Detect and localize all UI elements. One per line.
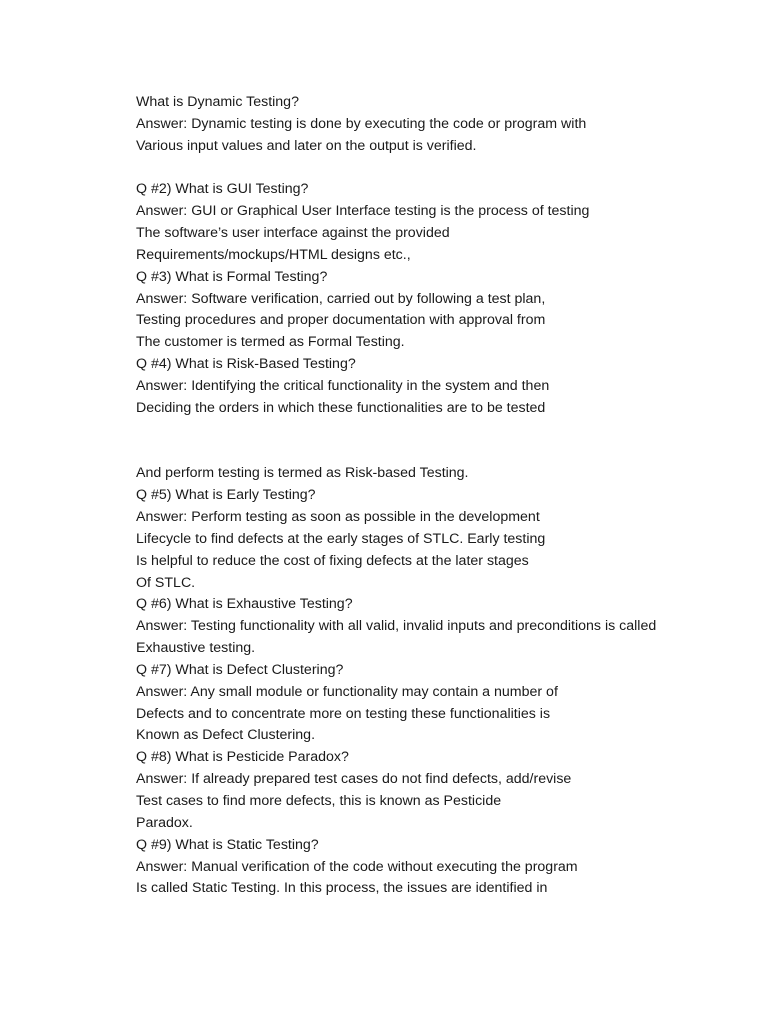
text-line: Of STLC. <box>136 574 196 591</box>
text-line: Paradox. <box>136 814 193 831</box>
text-line: Defects and to concentrate more on testing these functionalities is <box>136 705 551 722</box>
blank-line <box>136 442 736 464</box>
text-line: Is helpful to reduce the cost of fixing defects at the later stages <box>136 552 529 569</box>
text-line: Is called Static Testing. In this process, the issues are identified in <box>136 880 548 897</box>
question-line: Q #7) What is Defect Clustering? <box>136 661 344 678</box>
text-line: Deciding the orders in which these functionalities are to be tested <box>136 399 546 416</box>
question-line: Q #4) What is Risk-Based Testing? <box>136 356 356 373</box>
text-line: Lifecycle to find defects at the early stages of STLC. Early testing <box>136 530 546 547</box>
text-line: Known as Defect Clustering. <box>136 727 316 744</box>
text-line: Exhaustive testing. <box>136 640 256 657</box>
question-line: Q #9) What is Static Testing? <box>136 836 319 853</box>
answer-line: Answer: GUI or Graphical User Interface testing is the process of testing <box>136 203 590 220</box>
text-line: Test cases to find more defects, this is known as Pesticide <box>136 793 502 809</box>
text-line: Various input values and later on the output is verified. <box>136 137 477 154</box>
answer-line: Answer: Testing functionality with all valid, invalid inputs and preconditions is called <box>136 618 657 635</box>
answer-line: Answer: Software verification, carried out by following a test plan, <box>136 290 546 307</box>
answer-line: Answer: Perform testing as soon as possible in the development <box>136 509 540 526</box>
question-line: Q #6) What is Exhaustive Testing? <box>136 596 353 613</box>
answer-line: Answer: If already prepared test cases do not find defects, add/revise <box>136 771 572 788</box>
answer-line: Answer: Dynamic testing is done by executing the code or program with <box>136 115 587 132</box>
text-line: The customer is termed as Formal Testing. <box>136 334 405 351</box>
text-line: Requirements/mockups/HTML designs etc., <box>136 246 411 263</box>
blank-line <box>136 158 736 180</box>
question-line: What is Dynamic Testing? <box>136 94 299 110</box>
text-line: Testing procedures and proper documentation with approval from <box>136 312 546 329</box>
question-line: Q #5) What is Early Testing? <box>136 487 316 504</box>
text-line: The software’s user interface against the provided <box>136 225 450 242</box>
blank-line <box>136 420 736 442</box>
question-line: Q #3) What is Formal Testing? <box>136 268 328 285</box>
question-line: Q #8) What is Pesticide Paradox? <box>136 749 349 766</box>
answer-line: Answer: Manual verification of the code without executing the program <box>136 858 578 875</box>
document-body <box>136 92 736 900</box>
text-line: And perform testing is termed as Risk-based Testing. <box>136 465 469 482</box>
answer-line: Answer: Identifying the critical functionality in the system and then <box>136 377 550 394</box>
answer-line: Answer: Any small module or functionality may contain a number of <box>136 683 558 700</box>
question-line: Q #2) What is GUI Testing? <box>136 181 309 198</box>
